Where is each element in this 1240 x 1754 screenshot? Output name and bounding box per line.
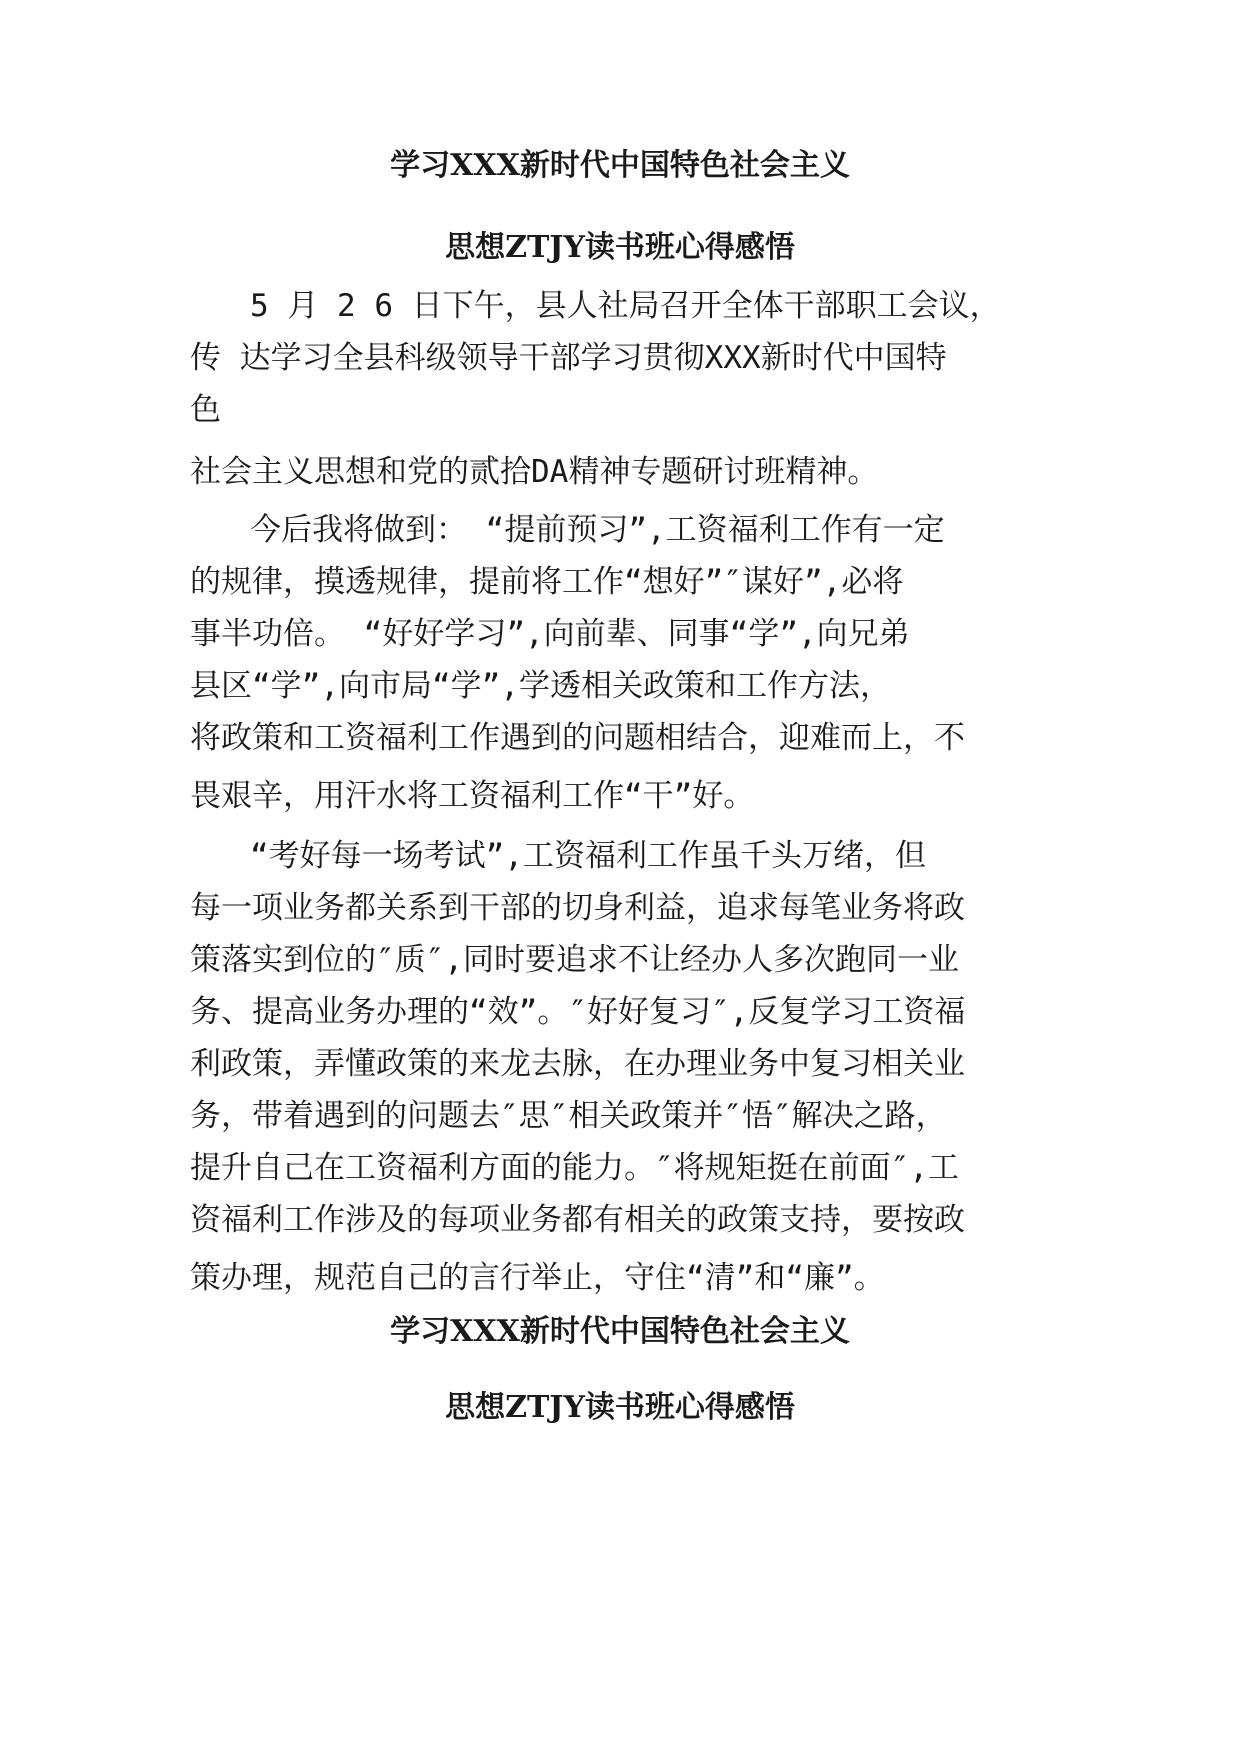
document-title-line-1: 学习XXX新时代中国特色社会主义 — [390, 148, 850, 183]
paragraph-line: 畏艰辛，用汗水将工资福利工作“干”好。 — [190, 778, 755, 814]
document-title-line-2: 思想ZTJY读书班心得感悟 — [445, 230, 795, 265]
paragraph-line: 今后我将做到： “提前预习”,工资福利工作有一定 — [250, 512, 945, 548]
paragraph-line: 传 达学习全县科级领导干部学习贯彻XXX新时代中国特 — [190, 340, 947, 376]
paragraph-line: 策落实到位的″质″,同时要追求不让经办人多次跑同一业 — [190, 942, 959, 978]
paragraph-line: 将政策和工资福利工作遇到的问题相结合，迎难而上，不 — [190, 720, 965, 756]
document-title-repeat-line-2: 思想ZTJY读书班心得感悟 — [445, 1390, 795, 1425]
paragraph-line: “考好每一场考试”,工资福利工作虽千头万绪，但 — [250, 838, 926, 874]
paragraph-line: 务，带着遇到的问题去″思″相关政策并″悟″解决之路， — [190, 1098, 947, 1134]
paragraph-line: 的规律，摸透规律，提前将工作“想好”″谋好”,必将 — [190, 564, 904, 600]
paragraph-line: 资福利工作涉及的每项业务都有相关的政策支持，要按政 — [190, 1202, 965, 1238]
paragraph-line: 事半功倍。 “好好学习”,向前辈、同事“学”,向兄弟 — [190, 616, 910, 652]
document-title-repeat-line-1: 学习XXX新时代中国特色社会主义 — [390, 1314, 850, 1349]
paragraph-line: 社会主义思想和党的贰拾DA精神专题研讨班精神。 — [190, 454, 879, 490]
paragraph-line: 务、提高业务办理的“效”。″好好复习″,反复学习工资福 — [190, 994, 966, 1030]
paragraph-line: 提升自己在工资福利方面的能力。″将规矩挺在前面″,工 — [190, 1150, 959, 1186]
paragraph-line: 利政策，弄懂政策的来龙去脉，在办理业务中复习相关业 — [190, 1046, 965, 1082]
paragraph-line: 县区“学”,向市局“学”,学透相关政策和工作方法， — [190, 668, 891, 704]
paragraph-line: 策办理，规范自己的言行举止，守住“清”和“廉”。 — [190, 1260, 885, 1296]
paragraph-line: 5 月 2 6 日下午，县人社局召开全体干部职工会议， — [250, 288, 1001, 324]
paragraph-line: 每一项业务都关系到干部的切身利益，追求每笔业务将政 — [190, 890, 965, 926]
paragraph-line: 色 — [190, 392, 221, 428]
